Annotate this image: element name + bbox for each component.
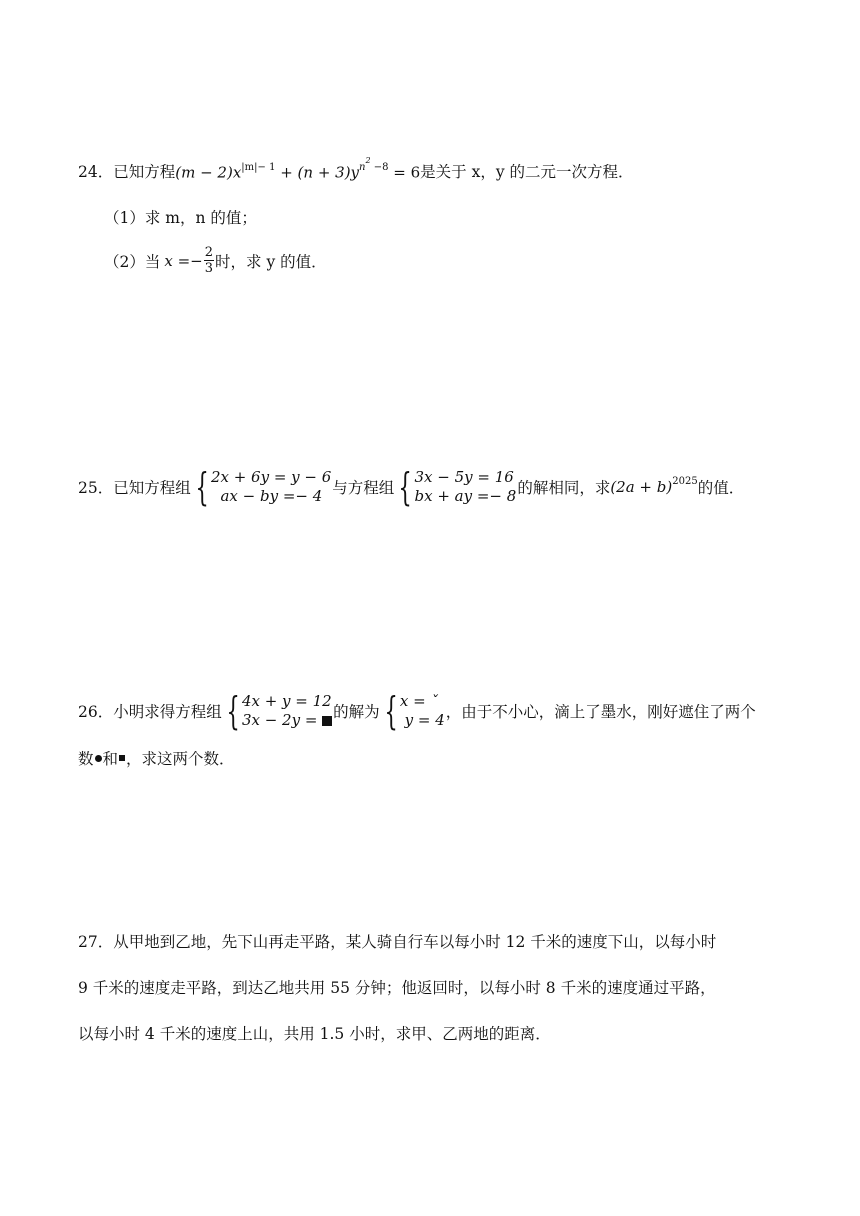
question-text: 的解相同，求 (517, 479, 611, 497)
question-number: 24． (78, 163, 114, 181)
ink-dot-icon (95, 755, 102, 762)
question-text: 已知方程 (113, 163, 176, 181)
question-24-line (78, 156, 634, 182)
question-27-line-3 (78, 1022, 551, 1044)
math-expression: x =− (164, 251, 203, 270)
question-27-line-2 (78, 976, 716, 998)
ink-square-icon (119, 755, 125, 761)
question-24-part-2 (104, 245, 327, 276)
question-text: 数 (78, 750, 94, 768)
question-text: 已知方程组 (113, 479, 191, 497)
equation-term: $(m - 2)x^{|m|- 1} + (n + 3)y^{n^2 -8} = 6$ (175, 156, 421, 182)
question-24-part-1 (104, 206, 257, 228)
part-text: （1）求 m，n 的值； (104, 209, 257, 227)
fraction: $\frac{2}{3}$ (204, 245, 214, 276)
equation-system-1: { 4x + y = 12 3x − 2y = (226, 689, 332, 733)
math-expression: $(2a + b)^{2025}$ (610, 476, 698, 496)
part-text: 时，求 y 的值． (215, 252, 327, 271)
equation-system-2: { 3x − 5y = 16 bx + ay =− 8 (398, 465, 517, 509)
ink-square-icon (322, 716, 332, 726)
question-text: 9 千米的速度走平路，到达乙地共用 55 分钟；他返回时，以每小时 8 千米的速度通过平路， (78, 979, 716, 997)
question-text: 和 (102, 750, 119, 768)
question-text: 以每小时 4 千米的速度上山，共用 1.5 小时，求甲、乙两地的距离． (78, 1025, 551, 1043)
question-25-line (78, 465, 745, 509)
question-text: 的解为 (333, 703, 380, 721)
equation-system-2: { x = ˇ y = 4 (384, 689, 445, 733)
question-text: 小明求得方程组 (113, 703, 222, 721)
question-text: 与方程组 (332, 479, 395, 497)
question-text: ，求这两个数． (126, 750, 235, 768)
question-text: 是关于 x，y 的二元一次方程． (420, 163, 634, 181)
question-text: 27．从甲地到乙地，先下山再走平路，某人骑自行车以每小时 12 千米的速度下山，以每小时 (78, 933, 717, 951)
question-number: 25． (78, 479, 114, 497)
part-text: （2）当 (104, 252, 161, 271)
question-text: ，由于不小心，滴上了墨水，刚好遮住了两个 (445, 703, 756, 721)
question-number: 26． (78, 703, 114, 721)
question-26-line-2 (78, 747, 235, 769)
question-27-line-1 (78, 930, 716, 952)
question-text: 的值． (697, 479, 745, 497)
question-26-line-1 (78, 689, 756, 733)
equation-system-1: { 2x + 6y = y − 6 ax − by =− 4 (195, 465, 332, 509)
